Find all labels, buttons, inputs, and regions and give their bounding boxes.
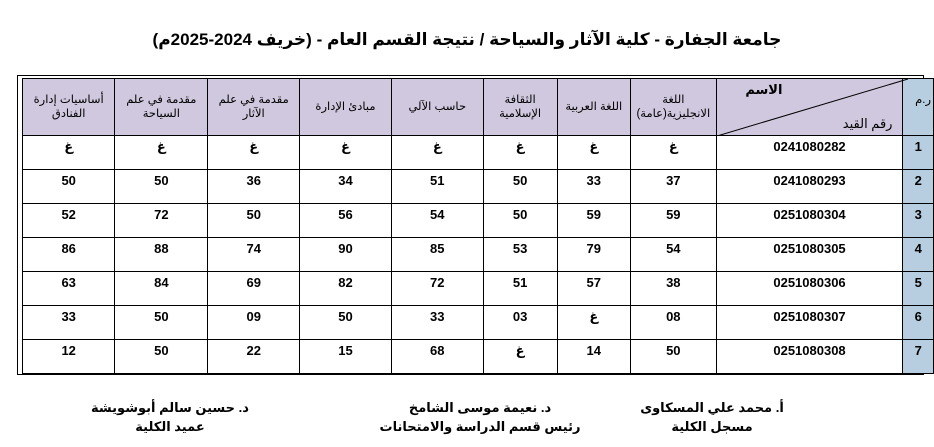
grade-cell: 72 (391, 272, 483, 306)
row-number: 7 (903, 340, 934, 374)
grade-cell: 51 (391, 170, 483, 204)
results-table (22, 78, 934, 374)
reg-number-cell: 0241080293 (716, 170, 903, 204)
table-row (23, 238, 934, 272)
header-subject: مقدمة في علم الآثار (208, 79, 300, 136)
grade-cell: 57 (557, 272, 630, 306)
grade-cell: غ (557, 306, 630, 340)
grade-cell: غ (631, 136, 717, 170)
grade-cell: 86 (23, 238, 115, 272)
grade-cell: 68 (391, 340, 483, 374)
grade-cell: 09 (208, 306, 300, 340)
grade-cell: 03 (483, 306, 557, 340)
table-row (23, 170, 934, 204)
grade-cell: 38 (631, 272, 717, 306)
signature-role: عميد الكلية (135, 419, 205, 434)
table-row (23, 136, 934, 170)
grade-cell: 50 (483, 204, 557, 238)
grade-cell: غ (300, 136, 392, 170)
signature-name: د. نعيمة موسى الشامخ (408, 400, 552, 415)
reg-number-cell: 0251080306 (716, 272, 903, 306)
grade-cell: 59 (631, 204, 717, 238)
grade-cell: 88 (115, 238, 208, 272)
grade-cell: غ (391, 136, 483, 170)
header-row (23, 79, 934, 136)
grade-cell: 50 (208, 204, 300, 238)
grade-cell: غ (115, 136, 208, 170)
row-number: 5 (903, 272, 934, 306)
row-number: 3 (903, 204, 934, 238)
grade-cell: 34 (300, 170, 392, 204)
grade-cell: 69 (208, 272, 300, 306)
header-subject: اللغة العربية (557, 79, 630, 136)
grade-cell: 74 (208, 238, 300, 272)
table-row (23, 306, 934, 340)
grade-cell: غ (23, 136, 115, 170)
grade-cell: 33 (391, 306, 483, 340)
grade-cell: 37 (631, 170, 717, 204)
header-name-regno (716, 79, 903, 136)
grade-cell: 51 (483, 272, 557, 306)
grade-cell: 85 (391, 238, 483, 272)
grade-cell: 63 (23, 272, 115, 306)
grade-cell: غ (483, 136, 557, 170)
grade-cell: 33 (557, 170, 630, 204)
table-row (23, 204, 934, 238)
grade-cell: غ (483, 340, 557, 374)
signature-dean (60, 398, 280, 436)
grade-cell: 54 (391, 204, 483, 238)
grade-cell: 50 (300, 306, 392, 340)
reg-number-cell: 0251080308 (716, 340, 903, 374)
grade-cell: 56 (300, 204, 392, 238)
grade-cell: 33 (23, 306, 115, 340)
grade-cell: 50 (483, 170, 557, 204)
grade-cell: 14 (557, 340, 630, 374)
header-name: الاسم (745, 82, 783, 97)
grade-cell: 79 (557, 238, 630, 272)
header-subject: حاسب الآلي (391, 79, 483, 136)
header-subject: اللغة الانجليزية(عامة) (631, 79, 717, 136)
table-row (23, 340, 934, 374)
header-reg-no: رقم القيد (842, 116, 893, 131)
signature-name: د. حسين سالم أبوشويشة (91, 400, 249, 415)
grade-cell: 50 (115, 170, 208, 204)
reg-number-cell: 0251080304 (716, 204, 903, 238)
reg-number-cell: 0251080307 (716, 306, 903, 340)
grade-cell: 12 (23, 340, 115, 374)
grade-cell: 50 (115, 306, 208, 340)
document-title: جامعة الجفارة - كلية الآثار والسياحة / نتيجة القسم العام - (خريف 2024-2025م) (152, 30, 782, 49)
grade-cell: 72 (115, 204, 208, 238)
grade-cell: 22 (208, 340, 300, 374)
reg-number-cell: 0241080282 (716, 136, 903, 170)
row-number: 4 (903, 238, 934, 272)
header-row-number: ر.م (903, 79, 934, 136)
grade-cell: 84 (115, 272, 208, 306)
grade-cell: 54 (631, 238, 717, 272)
grade-cell: غ (557, 136, 630, 170)
grade-cell: 82 (300, 272, 392, 306)
grade-cell: غ (208, 136, 300, 170)
reg-number-cell: 0251080305 (716, 238, 903, 272)
header-subject: أساسيات إدارة الفنادق (23, 79, 115, 136)
row-number: 1 (903, 136, 934, 170)
signature-name: أ. محمد علي المسكاوى (640, 400, 784, 415)
grade-cell: 52 (23, 204, 115, 238)
header-subject: مقدمة في علم السياحة (115, 79, 208, 136)
signature-role: رئيس قسم الدراسة والامتحانات (379, 419, 581, 434)
grade-cell: 50 (631, 340, 717, 374)
signature-head-of-exams (360, 398, 600, 436)
grade-cell: 59 (557, 204, 630, 238)
row-number: 6 (903, 306, 934, 340)
signature-registrar (602, 398, 822, 436)
grade-cell: 53 (483, 238, 557, 272)
grade-cell: 15 (300, 340, 392, 374)
header-subject: مبادئ الإدارة (300, 79, 392, 136)
grade-cell: 50 (115, 340, 208, 374)
grade-cell: 50 (23, 170, 115, 204)
header-subject: الثقافة الإسلامية (483, 79, 557, 136)
grade-cell: 08 (631, 306, 717, 340)
signature-role: مسجل الكلية (671, 419, 753, 434)
grade-cell: 36 (208, 170, 300, 204)
grade-cell: 90 (300, 238, 392, 272)
row-number: 2 (903, 170, 934, 204)
table-row (23, 272, 934, 306)
